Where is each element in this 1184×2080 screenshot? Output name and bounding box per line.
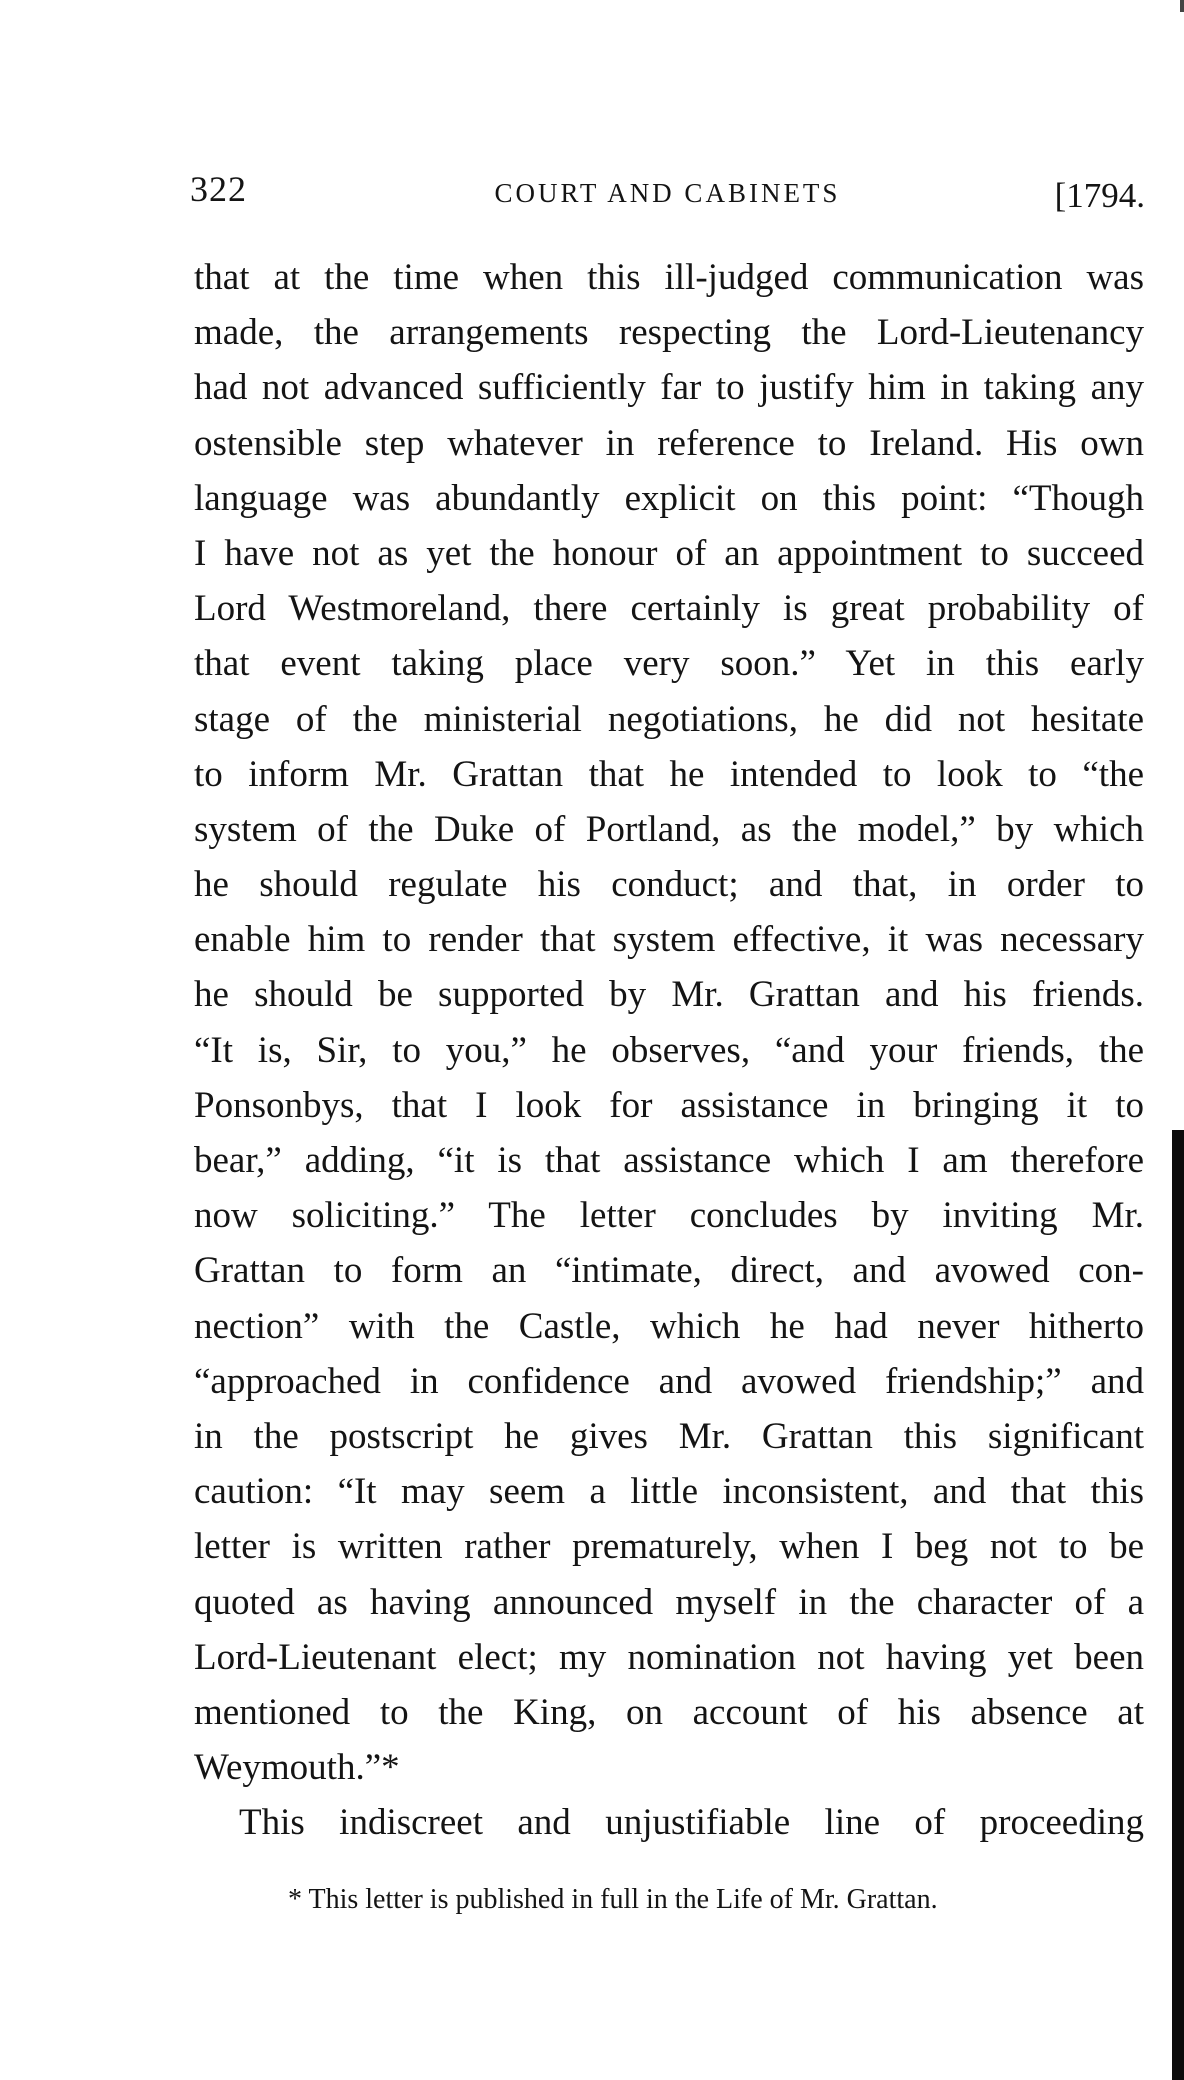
text-line: stage of the ministerial negotiations, he did not hesitate (194, 698, 1144, 740)
running-year: [1794. (1054, 176, 1145, 215)
text-line: caution: “It may seem a little inconsistent, and that this (194, 1471, 1144, 1513)
text-line: Lord-Lieutenant elect; my nomination not having yet been (194, 1636, 1144, 1678)
page-edge-mark (1180, 0, 1184, 12)
text-line: quoted as having announced myself in the character of a (194, 1581, 1144, 1623)
text-line: he should regulate his conduct; and that, in order to (194, 864, 1144, 906)
page-edge-shadow (1172, 1130, 1184, 2080)
text-line: Ponsonbys, that I look for assistance in bringing it to (194, 1084, 1144, 1126)
body-text (194, 250, 1144, 1850)
text-line: bear,” adding, “it is that assistance which I am therefore (194, 1140, 1144, 1181)
running-title: COURT AND CABINETS (494, 178, 841, 208)
text-line: Weymouth.”* (194, 1747, 400, 1789)
text-line: language was abundantly explicit on this point: “Though (194, 477, 1144, 519)
text-line: that at the time when this ill-judged communication was (194, 257, 1144, 298)
text-line: made, the arrangements respecting the Lord-Lieutenancy (194, 312, 1144, 354)
text-line: Lord Westmoreland, there certainly is great probability of (194, 588, 1144, 630)
text-line: he should be supported by Mr. Grattan and his friends. (194, 974, 1144, 1016)
text-line: enable him to render that system effective, it was necessary (194, 919, 1144, 961)
text-line: in the postscript he gives Mr. Grattan this significant (194, 1415, 1144, 1457)
text-line: Grattan to form an “intimate, direct, and avowed con- (194, 1250, 1144, 1292)
text-line: ostensible step whatever in reference to Ireland. His own (194, 422, 1144, 464)
text-line: I have not as yet the honour of an appointment to succeed (194, 532, 1144, 574)
text-line: “It is, Sir, to you,” he observes, “and your friends, the (194, 1029, 1144, 1071)
text-line: that event taking place very soon.” Yet in this early (194, 643, 1144, 685)
text-line: “approached in confidence and avowed friendship;” and (194, 1360, 1144, 1402)
running-head (190, 162, 1145, 222)
text-line: nection” with the Castle, which he had never hitherto (194, 1305, 1144, 1347)
text-line: letter is written rather prematurely, when I beg not to be (194, 1526, 1144, 1568)
page-number: 322 (190, 169, 247, 209)
paragraph-start-line: This indiscreet and unjustifiable line of proceeding (239, 1802, 1144, 1844)
text-line: to inform Mr. Grattan that he intended to look to “the (194, 753, 1144, 795)
text-line: had not advanced sufficiently far to justify him in taking any (194, 367, 1144, 409)
text-line: system of the Duke of Portland, as the model,” by which (194, 808, 1144, 850)
text-line: mentioned to the King, on account of his absence at (194, 1691, 1144, 1733)
footnote: * This letter is published in full in the Life of Mr. Grattan. (288, 1884, 938, 1915)
text-line: now soliciting.” The letter concludes by inviting Mr. (194, 1195, 1144, 1237)
